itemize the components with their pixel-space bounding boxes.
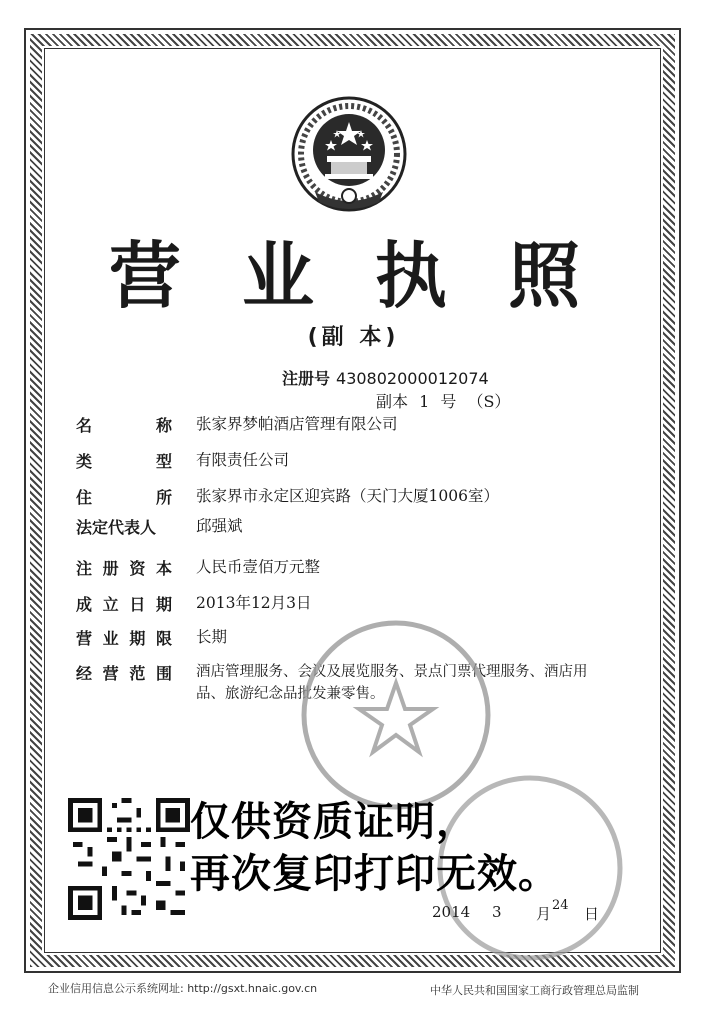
field-value: 长期	[196, 628, 228, 646]
field-value: 张家界市永定区迎宾路（天门大厦1006室）	[196, 487, 499, 505]
field-label-char: 范	[129, 664, 146, 683]
field-label-char: 业	[102, 629, 119, 648]
field-value: 人民币壹佰万元整	[196, 558, 321, 576]
disclaimer-line-2: 再次复印打印无效。	[190, 851, 559, 897]
field-label: 法定代表人	[76, 518, 157, 537]
page-subtitle: (副 本)	[307, 325, 400, 350]
field-label	[76, 556, 172, 579]
field-label-char: 名	[76, 416, 93, 435]
disclaimer-line-1: 仅供资质证明，	[190, 799, 477, 845]
field-label-char: 营	[76, 629, 93, 648]
registration-label: 注册号	[282, 369, 331, 388]
issue-year: 2014	[432, 903, 471, 921]
registration-number: 430802000012074	[336, 369, 489, 388]
field-value: 有限责任公司	[196, 451, 290, 469]
field-label-char: 类	[76, 452, 93, 471]
field-label	[76, 661, 172, 684]
field-label-char: 资	[129, 559, 146, 578]
issue-day: 24	[552, 898, 569, 913]
field-label-char: 册	[102, 559, 119, 578]
registration-number-line	[282, 366, 489, 389]
field-label-char: 日	[129, 595, 146, 614]
field-label-char: 注	[76, 559, 93, 578]
field-value: 2013年12月3日	[196, 594, 312, 612]
field-label-char: 称	[155, 416, 172, 435]
field-label-char: 营	[102, 664, 119, 683]
field-label	[76, 592, 172, 615]
field-label-char: 经	[76, 664, 93, 683]
qr-code-icon	[68, 798, 190, 920]
field-label	[76, 485, 172, 508]
field-label-char: 本	[155, 559, 172, 578]
field-value: 张家界梦帕酒店管理有限公司	[196, 415, 398, 433]
field-label	[76, 626, 172, 649]
field-label-char: 限	[155, 629, 172, 648]
field-label-char: 成	[76, 595, 93, 614]
national-emblem-icon	[285, 92, 413, 220]
issue-month: 3	[492, 903, 502, 921]
field-label-char: 期	[129, 629, 146, 648]
footer-website: 企业信用信息公示系统网址: http://gsxt.hnaic.gov.cn	[48, 982, 318, 995]
field-label-char: 住	[76, 488, 93, 507]
footer-issuer: 中华人民共和国国家工商行政管理总局监制	[430, 984, 639, 997]
copy-number: 副本 1 号 （S）	[376, 392, 511, 411]
field-value: 酒店管理服务、会议及展览服务、景点门票代理服务、酒店用品、旅游纪念品批发兼零售。	[196, 664, 588, 702]
field-label-char: 期	[155, 595, 172, 614]
field-label-char: 围	[155, 664, 172, 683]
issue-month-label: 月	[536, 905, 552, 923]
field-label-char: 型	[155, 452, 172, 471]
field-label	[76, 413, 172, 436]
field-label-char: 立	[102, 595, 119, 614]
issue-day-label: 日	[584, 905, 600, 923]
field-label-char: 所	[155, 488, 172, 507]
disclaimer-overlay	[190, 796, 559, 900]
field-value: 邱强斌	[196, 517, 243, 535]
field-label	[76, 449, 172, 472]
page-title: 营 业 执 照	[108, 234, 599, 318]
